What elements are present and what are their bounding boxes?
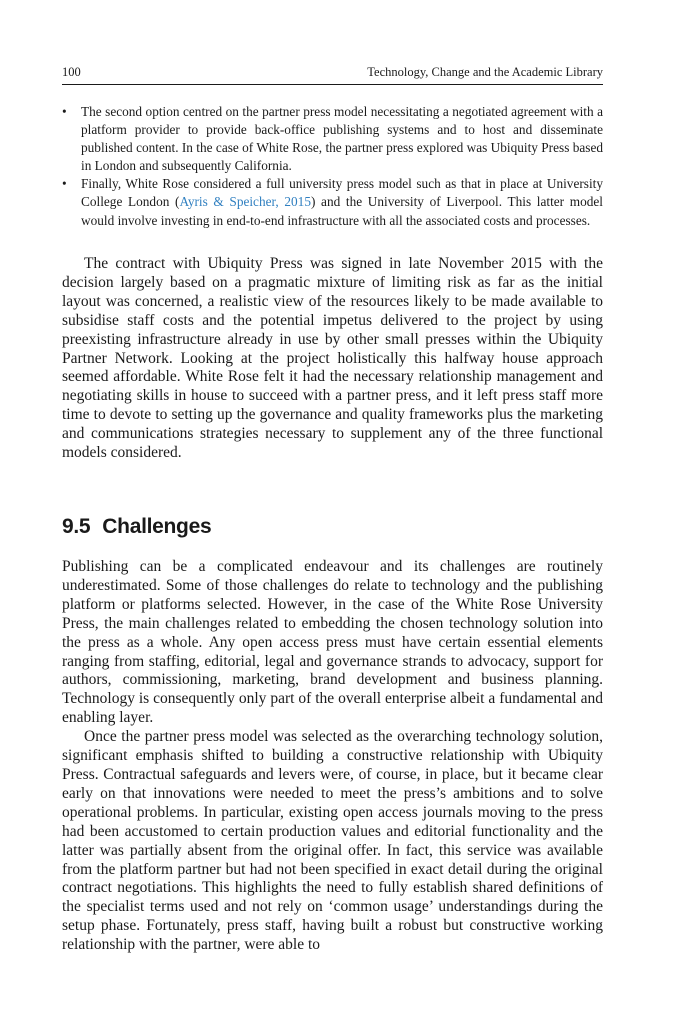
section-title: Challenges — [102, 515, 212, 538]
running-head — [62, 64, 603, 80]
bullet-item-partner-press — [62, 103, 603, 175]
bullet-text-before-citation: Finally, White Rose considered a full university press model such as that in place at University College London ( — [81, 176, 603, 210]
citation-link[interactable]: Ayris & Speicher, 2015 — [179, 194, 311, 210]
bullet-list — [62, 103, 603, 230]
bullet-icon: • — [62, 176, 67, 192]
paragraph-contract: The contract with Ubiquity Press was signed in late November 2015 with the decision largely based on a pragmatic mixture of limiting risk as far as the initial layout was concerned, a realistic view of the resources likely to be made available to subsidise staff costs and the potential impetus delivered to the project by using preexisting infrastructure already in use by other small presses within the Ubiquity Partner Network. Looking at the project holistically this halfway house approach seemed affordable. White Rose felt it had the necessary relationship management and negotiating skills in house to succeed with a partner press, and it left press staff more time to devote to setting up the governance and quality frameworks plus the marketing and communications strategies necessary to supplement any of the three functional models considered. — [62, 255, 603, 462]
bullet-text: The second option centred on the partner press model necessitating a negotiated agreement with a platform provider to provide back-office publishing systems and to host and disseminate published content. In the case of White Rose, the partner press explored was Ubiquity Press based in London and subsequently California. — [81, 104, 603, 174]
challenges-section — [62, 558, 603, 955]
header-rule — [62, 84, 603, 85]
bullet-text-after-citation: ) and the University of Liverpool. This latter model would involve investing in end-to-end infrastructure with all the associated costs and processes. — [81, 194, 603, 228]
section-heading — [62, 514, 211, 540]
bullet-icon: • — [62, 104, 67, 119]
contract-section — [62, 255, 603, 463]
page-number: 100 — [62, 65, 81, 79]
section-number: 9.5 — [62, 515, 91, 538]
paragraph-challenges-1: Publishing can be a complicated endeavour and its challenges are routinely underestimated. Some of those challenges do relate to technology and the publishing platform or platforms selected. However, in the case of the White Rose University Press, the main challenges related to embedding the chosen technology solution into the press as a whole. Any open access press must have certain essential elements ranging from staffing, editorial, legal and governance strands to advocacy, support for authors, commissioning, marketing, brand development and business planning. Technology is consequently only part of the overall enterprise albeit a fundamental and enabling layer. — [62, 558, 603, 727]
bullet-item-university-press — [62, 175, 603, 229]
paragraph-challenges-2: Once the partner press model was selected as the overarching technology solution, significant emphasis shifted to building a constructive relationship with Ubiquity Press. Contractual safeguards and levers were, of course, in place, but it became clear early on that innovations were needed to meet the press’s ambitions and to solve operational problems. In particular, existing open access journals moving to the press had been accustomed to certain production values and editorial functionality and the latter was partially absent from the original offer. In fact, this service was available from the platform partner but had not been specified in exact detail during the original contract negotiations. This highlights the need to fully establish shared definitions of the specialist terms used and not rely on ‘common usage’ understandings during the setup phase. Fortunately, press staff, having built a robust but constructive working relationship with the partner, were able to — [62, 728, 603, 954]
running-title: Technology, Change and the Academic Library — [367, 65, 603, 79]
